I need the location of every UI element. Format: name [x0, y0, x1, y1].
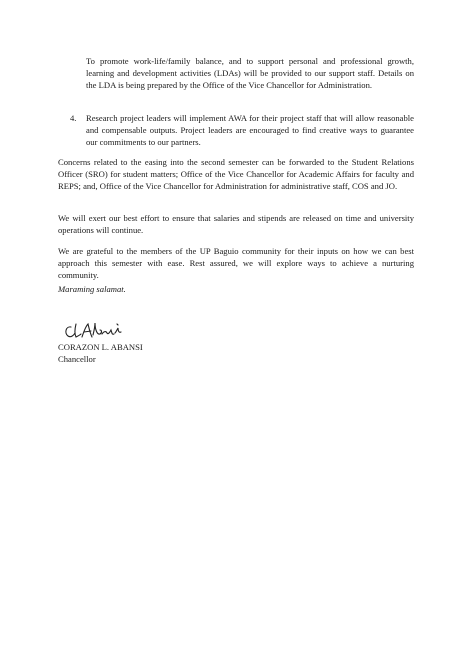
paragraph-lda: To promote work-life/family balance, and to support personal and professional growth, learning and development activities (LDAs) will be provided to our support staff. Details on the LDA is being prepared by the Office of the Vice Chancellor for Administration. [86, 56, 414, 90]
closing-salutation: Maraming salamat. [58, 284, 126, 294]
handwritten-signature [62, 318, 124, 342]
paragraph-effort: We will exert our best effort to ensure that salaries and stipends are released on time and university operations will continue. [58, 213, 414, 235]
list-item-text: Research project leaders will implement AWA for their project staff that will allow reasonable and compensable outputs. Project leaders are encouraged to find creative ways to guarantee our commitments to our partners. [86, 113, 414, 147]
list-number: 4. [70, 113, 77, 123]
paragraph-grateful: We are grateful to the members of the UP Baguio community for their inputs on how we can best approach this semester with ease. Rest assured, we will explore ways to achieve a nurturing community. [58, 246, 414, 280]
paragraph-concerns: Concerns related to the easing into the second semester can be forwarded to the Student Relations Officer (SRO) for student matters; Office of the Vice Chancellor for Academic Affairs for faculty and REPS; and, Office of the Vice Chancellor for Administration for administrative staff, COS and JO. [58, 157, 414, 191]
signatory-name: CORAZON L. ABANSI [58, 342, 143, 352]
signatory-title: Chancellor [58, 354, 96, 364]
